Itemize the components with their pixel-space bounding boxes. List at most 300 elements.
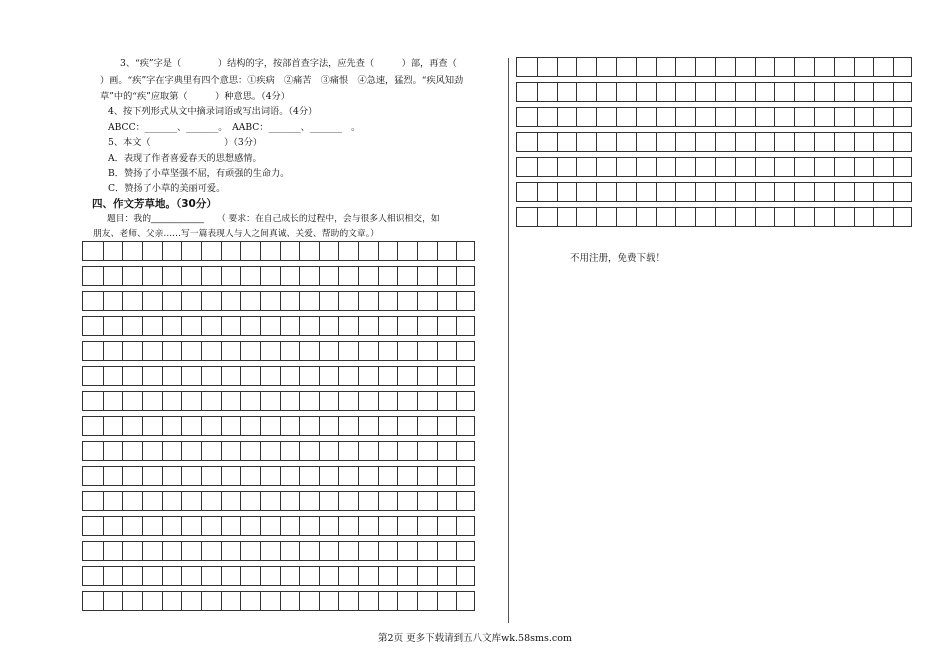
- grid-cell-line: [893, 108, 894, 126]
- grid-cell-line: [378, 542, 379, 560]
- grid-cell-line: [299, 417, 300, 435]
- grid-cell-line: [397, 542, 398, 560]
- grid-cell-line: [675, 158, 676, 176]
- grid-cell-line: [358, 467, 359, 485]
- grid-cell-line: [834, 108, 835, 126]
- grid-cell-line: [122, 417, 123, 435]
- grid-cell-line: [221, 242, 222, 260]
- grid-row: [82, 516, 475, 536]
- grid-cell-line: [338, 517, 339, 535]
- grid-cell-line: [221, 492, 222, 510]
- grid-cell-line: [437, 467, 438, 485]
- grid-cell-line: [122, 392, 123, 410]
- grid-cell-line: [695, 83, 696, 101]
- grid-cell-line: [299, 567, 300, 585]
- grid-cell-line: [656, 208, 657, 226]
- grid-cell-line: [240, 592, 241, 610]
- question-3-line-1: 3、“疾”字是（ ）结构的字，按部首查字法，应先查（ ）部，再查（: [120, 58, 457, 69]
- grid-cell-line: [299, 367, 300, 385]
- grid-cell-line: [260, 417, 261, 435]
- grid-cell-line: [221, 267, 222, 285]
- grid-cell-line: [557, 208, 558, 226]
- grid-cell-line: [735, 133, 736, 151]
- grid-cell-line: [122, 592, 123, 610]
- grid-cell-line: [240, 392, 241, 410]
- grid-cell-line: [774, 208, 775, 226]
- grid-cell-line: [260, 292, 261, 310]
- essay-prompt-line-2: 朋友、老师、父亲……写一篇表现人与人之间真诚、关爱、帮助的文章。）: [93, 229, 379, 239]
- grid-cell-line: [201, 342, 202, 360]
- grid-cell-line: [299, 342, 300, 360]
- grid-cell-line: [103, 242, 104, 260]
- grid-cell-line: [437, 292, 438, 310]
- grid-cell-line: [417, 242, 418, 260]
- grid-cell-line: [636, 208, 637, 226]
- grid-cell-line: [240, 242, 241, 260]
- grid-row: [82, 416, 475, 436]
- grid-cell-line: [142, 542, 143, 560]
- grid-row: [516, 132, 912, 152]
- grid-cell-line: [181, 317, 182, 335]
- grid-cell-line: [260, 317, 261, 335]
- grid-cell-line: [437, 592, 438, 610]
- grid-cell-line: [299, 317, 300, 335]
- grid-cell-line: [437, 542, 438, 560]
- grid-cell-line: [794, 108, 795, 126]
- grid-cell-line: [397, 392, 398, 410]
- grid-cell-line: [358, 267, 359, 285]
- grid-cell-line: [181, 492, 182, 510]
- grid-cell-line: [299, 392, 300, 410]
- grid-cell-line: [456, 242, 457, 260]
- grid-cell-line: [280, 342, 281, 360]
- grid-cell-line: [437, 567, 438, 585]
- grid-cell-line: [142, 442, 143, 460]
- grid-cell-line: [576, 133, 577, 151]
- grid-cell-line: [103, 367, 104, 385]
- grid-cell-line: [735, 208, 736, 226]
- grid-cell-line: [557, 133, 558, 151]
- grid-cell-line: [319, 267, 320, 285]
- grid-cell-line: [240, 342, 241, 360]
- grid-cell-line: [181, 517, 182, 535]
- grid-cell-line: [397, 592, 398, 610]
- grid-cell-line: [103, 442, 104, 460]
- grid-cell-line: [456, 367, 457, 385]
- grid-cell-line: [576, 108, 577, 126]
- grid-cell-line: [854, 83, 855, 101]
- grid-cell-line: [142, 342, 143, 360]
- grid-cell-line: [735, 108, 736, 126]
- grid-cell-line: [358, 292, 359, 310]
- grid-cell-line: [378, 517, 379, 535]
- grid-cell-line: [656, 133, 657, 151]
- grid-cell-line: [260, 467, 261, 485]
- grid-cell-line: [201, 592, 202, 610]
- grid-cell-line: [794, 133, 795, 151]
- grid-cell-line: [834, 83, 835, 101]
- grid-cell-line: [260, 492, 261, 510]
- grid-cell-line: [122, 567, 123, 585]
- grid-cell-line: [280, 467, 281, 485]
- grid-cell-line: [695, 108, 696, 126]
- grid-cell-line: [596, 108, 597, 126]
- grid-cell-line: [280, 542, 281, 560]
- grid-cell-line: [280, 442, 281, 460]
- grid-cell-line: [142, 392, 143, 410]
- grid-cell-line: [319, 442, 320, 460]
- grid-cell-line: [280, 492, 281, 510]
- grid-cell-line: [299, 542, 300, 560]
- grid-cell-line: [755, 183, 756, 201]
- grid-row: [82, 491, 475, 511]
- grid-cell-line: [456, 542, 457, 560]
- grid-cell-line: [417, 592, 418, 610]
- grid-cell-line: [221, 517, 222, 535]
- grid-cell-line: [280, 392, 281, 410]
- grid-cell-line: [596, 158, 597, 176]
- grid-cell-line: [417, 292, 418, 310]
- grid-cell-line: [397, 242, 398, 260]
- grid-cell-line: [755, 83, 756, 101]
- grid-cell-line: [378, 292, 379, 310]
- grid-cell-line: [103, 267, 104, 285]
- grid-cell-line: [456, 417, 457, 435]
- grid-cell-line: [358, 592, 359, 610]
- grid-row: [82, 591, 475, 611]
- grid-cell-line: [695, 208, 696, 226]
- grid-cell-line: [299, 242, 300, 260]
- grid-cell-line: [338, 342, 339, 360]
- grid-cell-line: [221, 392, 222, 410]
- grid-cell-line: [715, 208, 716, 226]
- grid-cell-line: [181, 367, 182, 385]
- grid-cell-line: [162, 517, 163, 535]
- grid-cell-line: [201, 242, 202, 260]
- grid-row: [82, 266, 475, 286]
- grid-cell-line: [378, 417, 379, 435]
- grid-cell-line: [240, 492, 241, 510]
- grid-cell-line: [437, 342, 438, 360]
- grid-cell-line: [338, 392, 339, 410]
- grid-cell-line: [378, 392, 379, 410]
- grid-cell-line: [417, 492, 418, 510]
- grid-cell-line: [162, 442, 163, 460]
- grid-cell-line: [854, 208, 855, 226]
- grid-cell-line: [280, 367, 281, 385]
- grid-cell-line: [755, 158, 756, 176]
- question-4-answer-blanks: ABCC：_______、_______。 AABC：_______、_______ 。: [108, 122, 361, 133]
- question-3-line-3: 草”中的“疾”应取第（ ）种意思。（4分）: [100, 91, 290, 102]
- grid-cell-line: [338, 592, 339, 610]
- grid-cell-line: [656, 108, 657, 126]
- grid-cell-line: [794, 208, 795, 226]
- grid-cell-line: [358, 442, 359, 460]
- grid-cell-line: [122, 467, 123, 485]
- grid-cell-line: [260, 392, 261, 410]
- grid-cell-line: [280, 242, 281, 260]
- grid-cell-line: [893, 183, 894, 201]
- grid-cell-line: [240, 567, 241, 585]
- grid-cell-line: [378, 467, 379, 485]
- grid-cell-line: [456, 592, 457, 610]
- grid-cell-line: [456, 267, 457, 285]
- grid-row: [516, 207, 912, 227]
- grid-cell-line: [576, 183, 577, 201]
- grid-cell-line: [616, 108, 617, 126]
- grid-cell-line: [260, 517, 261, 535]
- grid-cell-line: [260, 567, 261, 585]
- grid-cell-line: [378, 342, 379, 360]
- grid-cell-line: [260, 242, 261, 260]
- grid-cell-line: [557, 183, 558, 201]
- grid-cell-line: [162, 542, 163, 560]
- grid-cell-line: [260, 267, 261, 285]
- grid-cell-line: [299, 267, 300, 285]
- grid-cell-line: [240, 517, 241, 535]
- grid-cell-line: [221, 417, 222, 435]
- grid-cell-line: [103, 292, 104, 310]
- grid-cell-line: [774, 158, 775, 176]
- grid-cell-line: [735, 183, 736, 201]
- grid-cell-line: [437, 417, 438, 435]
- grid-cell-line: [162, 317, 163, 335]
- grid-cell-line: [557, 158, 558, 176]
- grid-cell-line: [397, 342, 398, 360]
- grid-cell-line: [537, 58, 538, 76]
- grid-cell-line: [675, 183, 676, 201]
- grid-cell-line: [873, 183, 874, 201]
- grid-cell-line: [358, 392, 359, 410]
- grid-cell-line: [221, 292, 222, 310]
- grid-cell-line: [299, 592, 300, 610]
- grid-cell-line: [656, 183, 657, 201]
- grid-cell-line: [397, 567, 398, 585]
- grid-cell-line: [616, 83, 617, 101]
- grid-cell-line: [358, 242, 359, 260]
- grid-cell-line: [162, 292, 163, 310]
- grid-cell-line: [596, 83, 597, 101]
- grid-cell-line: [636, 108, 637, 126]
- grid-cell-line: [338, 417, 339, 435]
- grid-cell-line: [814, 158, 815, 176]
- grid-cell-line: [873, 208, 874, 226]
- grid-cell-line: [636, 183, 637, 201]
- grid-cell-line: [240, 442, 241, 460]
- grid-cell-line: [437, 367, 438, 385]
- grid-cell-line: [417, 267, 418, 285]
- option-b: B．赞扬了小草坚强不屈，有顽强的生命力。: [108, 168, 290, 179]
- grid-cell-line: [715, 58, 716, 76]
- section-title: 四、作文芳草地。（30分）: [92, 198, 217, 210]
- grid-cell-line: [280, 517, 281, 535]
- grid-cell-line: [240, 542, 241, 560]
- grid-cell-line: [358, 367, 359, 385]
- grid-cell-line: [893, 208, 894, 226]
- grid-cell-line: [142, 417, 143, 435]
- grid-cell-line: [122, 517, 123, 535]
- grid-cell-line: [240, 367, 241, 385]
- grid-cell-line: [181, 342, 182, 360]
- grid-cell-line: [338, 442, 339, 460]
- grid-cell-line: [417, 342, 418, 360]
- grid-cell-line: [181, 592, 182, 610]
- option-c: C．赞扬了小草的美丽可爱。: [108, 183, 226, 194]
- grid-cell-line: [397, 367, 398, 385]
- grid-cell-line: [319, 367, 320, 385]
- grid-cell-line: [142, 292, 143, 310]
- grid-cell-line: [162, 242, 163, 260]
- grid-cell-line: [162, 592, 163, 610]
- grid-cell-line: [221, 342, 222, 360]
- grid-cell-line: [319, 342, 320, 360]
- grid-cell-line: [181, 292, 182, 310]
- grid-cell-line: [142, 367, 143, 385]
- grid-cell-line: [221, 317, 222, 335]
- grid-cell-line: [122, 342, 123, 360]
- grid-cell-line: [319, 492, 320, 510]
- grid-cell-line: [715, 83, 716, 101]
- grid-cell-line: [338, 292, 339, 310]
- grid-cell-line: [456, 492, 457, 510]
- grid-cell-line: [338, 492, 339, 510]
- grid-cell-line: [576, 158, 577, 176]
- grid-cell-line: [358, 417, 359, 435]
- grid-cell-line: [240, 292, 241, 310]
- grid-cell-line: [280, 567, 281, 585]
- grid-cell-line: [814, 58, 815, 76]
- grid-cell-line: [735, 58, 736, 76]
- grid-cell-line: [537, 208, 538, 226]
- grid-cell-line: [358, 567, 359, 585]
- grid-cell-line: [142, 242, 143, 260]
- grid-cell-line: [122, 542, 123, 560]
- grid-cell-line: [456, 517, 457, 535]
- grid-cell-line: [437, 267, 438, 285]
- grid-cell-line: [616, 133, 617, 151]
- grid-row: [82, 441, 475, 461]
- grid-cell-line: [456, 317, 457, 335]
- grid-cell-line: [122, 292, 123, 310]
- grid-cell-line: [201, 267, 202, 285]
- grid-cell-line: [221, 542, 222, 560]
- grid-cell-line: [142, 517, 143, 535]
- grid-cell-line: [221, 367, 222, 385]
- grid-row: [82, 466, 475, 486]
- grid-cell-line: [378, 567, 379, 585]
- grid-cell-line: [417, 367, 418, 385]
- grid-cell-line: [834, 58, 835, 76]
- grid-cell-line: [814, 83, 815, 101]
- grid-cell-line: [774, 133, 775, 151]
- grid-cell-line: [299, 467, 300, 485]
- grid-cell-line: [181, 467, 182, 485]
- grid-cell-line: [417, 517, 418, 535]
- grid-cell-line: [103, 542, 104, 560]
- grid-cell-line: [201, 442, 202, 460]
- grid-cell-line: [417, 467, 418, 485]
- grid-cell-line: [201, 467, 202, 485]
- grid-cell-line: [715, 183, 716, 201]
- grid-cell-line: [338, 467, 339, 485]
- option-a: A．表现了作者喜爱春天的思想感情。: [108, 153, 262, 164]
- grid-cell-line: [280, 417, 281, 435]
- grid-cell-line: [221, 567, 222, 585]
- grid-cell-line: [873, 158, 874, 176]
- grid-cell-line: [695, 58, 696, 76]
- grid-cell-line: [397, 442, 398, 460]
- grid-cell-line: [616, 183, 617, 201]
- grid-cell-line: [122, 242, 123, 260]
- grid-row: [82, 316, 475, 336]
- grid-cell-line: [715, 108, 716, 126]
- grid-cell-line: [397, 467, 398, 485]
- grid-cell-line: [616, 158, 617, 176]
- grid-cell-line: [695, 183, 696, 201]
- grid-cell-line: [854, 183, 855, 201]
- grid-cell-line: [715, 133, 716, 151]
- grid-cell-line: [201, 367, 202, 385]
- grid-cell-line: [755, 208, 756, 226]
- grid-cell-line: [280, 292, 281, 310]
- grid-row: [82, 241, 475, 261]
- grid-cell-line: [437, 242, 438, 260]
- grid-cell-line: [142, 317, 143, 335]
- column-divider: [508, 58, 509, 623]
- grid-row: [82, 566, 475, 586]
- grid-cell-line: [417, 542, 418, 560]
- grid-cell-line: [715, 158, 716, 176]
- free-download-note: 不用注册，免费下载！: [570, 253, 666, 264]
- grid-cell-line: [221, 592, 222, 610]
- grid-cell-line: [299, 492, 300, 510]
- grid-cell-line: [755, 108, 756, 126]
- grid-cell-line: [596, 183, 597, 201]
- grid-cell-line: [378, 267, 379, 285]
- grid-cell-line: [576, 83, 577, 101]
- grid-cell-line: [854, 158, 855, 176]
- grid-row: [516, 107, 912, 127]
- grid-cell-line: [358, 517, 359, 535]
- grid-cell-line: [596, 208, 597, 226]
- grid-cell-line: [456, 467, 457, 485]
- grid-cell-line: [201, 542, 202, 560]
- grid-cell-line: [397, 317, 398, 335]
- grid-cell-line: [122, 492, 123, 510]
- grid-row: [516, 82, 912, 102]
- grid-cell-line: [103, 592, 104, 610]
- grid-cell-line: [417, 442, 418, 460]
- grid-cell-line: [142, 492, 143, 510]
- grid-cell-line: [358, 342, 359, 360]
- grid-cell-line: [397, 492, 398, 510]
- grid-cell-line: [437, 392, 438, 410]
- grid-cell-line: [201, 392, 202, 410]
- grid-cell-line: [378, 317, 379, 335]
- grid-cell-line: [181, 567, 182, 585]
- grid-cell-line: [319, 242, 320, 260]
- grid-cell-line: [814, 108, 815, 126]
- grid-cell-line: [873, 58, 874, 76]
- grid-cell-line: [319, 542, 320, 560]
- grid-cell-line: [338, 367, 339, 385]
- grid-row: [82, 341, 475, 361]
- grid-cell-line: [338, 317, 339, 335]
- grid-cell-line: [636, 158, 637, 176]
- grid-cell-line: [576, 58, 577, 76]
- grid-cell-line: [695, 133, 696, 151]
- grid-row: [82, 391, 475, 411]
